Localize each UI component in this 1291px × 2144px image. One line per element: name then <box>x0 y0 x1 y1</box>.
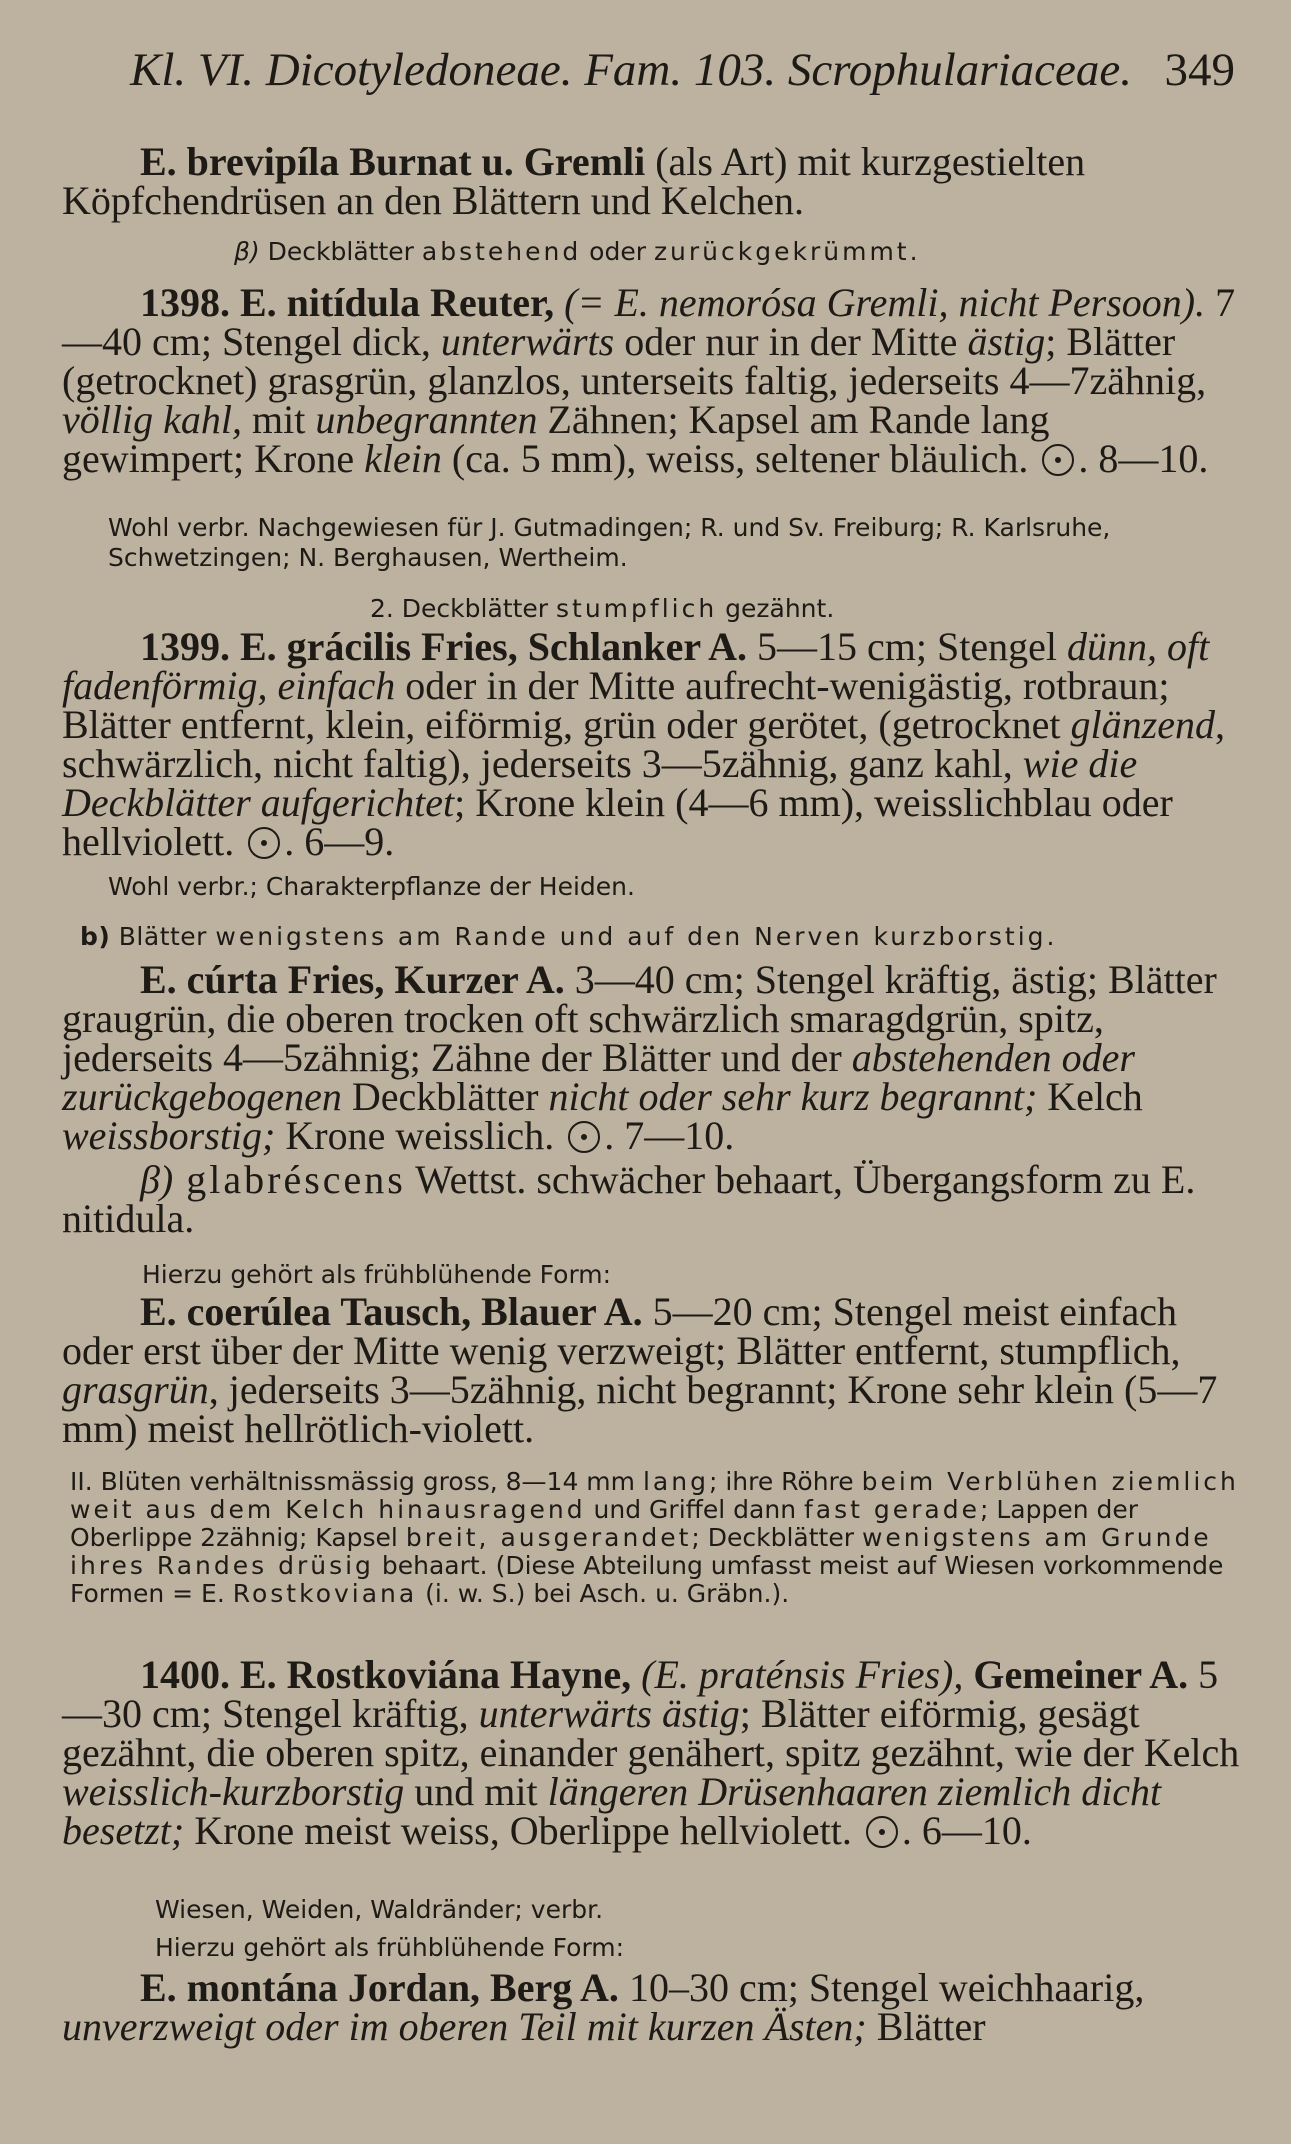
flowering-months: . 7—10. <box>604 1113 735 1158</box>
key-text-spaced: stumpflich <box>556 594 718 623</box>
entry-number: 1398. <box>140 280 230 325</box>
annual-symbol-icon <box>866 1816 898 1848</box>
taxon-name: E. montána Jordan, Berg A. <box>140 1965 619 2010</box>
annual-symbol-icon <box>248 827 280 859</box>
entry-1399 <box>62 624 1240 864</box>
emphasis: unterwärts <box>440 319 615 364</box>
emphasis: nicht oder sehr kurz begrannt; <box>548 1074 1038 1119</box>
description: Krone meist weiss, Oberlippe hellviolett. <box>184 1808 852 1853</box>
key-text-spaced: fast gerade <box>803 1495 980 1524</box>
distribution-1399: Wohl verbr.; Charakterpflanze der Heiden. <box>108 872 635 901</box>
taxon-name: E. brevipíla Burnat u. Gremli <box>140 139 646 184</box>
entry-curta <box>62 957 1240 1158</box>
key-II <box>70 1468 1240 1608</box>
common-name: Gemeiner A. <box>963 1652 1189 1697</box>
description: ; Krone klein (4—6 mm), weisslichblau oder hellviolett. <box>62 780 1173 864</box>
key-text: ; Deckblätter <box>691 1523 862 1552</box>
emphasis: glänzend <box>1070 702 1215 747</box>
description: und mit <box>404 1769 548 1814</box>
description: Blätter <box>866 2004 986 2049</box>
description: 5—20 cm; Stengel meist einfach oder erst über der Mitte wenig verzweigt; Blätter entfernt, stumpflich, <box>62 1289 1181 1373</box>
entry-coerulea <box>62 1289 1240 1451</box>
emphasis: ästig <box>967 319 1046 364</box>
emphasis: wie die Deckblätter aufgerichtet <box>62 741 1138 825</box>
entry-brevipila <box>62 139 1240 223</box>
key-mark: b) <box>80 922 111 951</box>
running-title: Kl. VI. Dicotyledoneae. Fam. 103. Scrophulariaceae. <box>130 44 1132 96</box>
emphasis: weisslich-kurzborstig <box>62 1769 405 1814</box>
key-text: Deckblätter <box>259 237 422 266</box>
entry-glabrescens <box>62 1157 1240 1241</box>
description: (als Art) mit kurzgestielten Köpfchendrüsen an den Blättern und Kelchen. <box>62 139 1086 223</box>
note-hierzu-2: Hierzu gehört als frühblühende Form: <box>155 1933 625 1962</box>
flowering-months: . 8—10. <box>1078 436 1209 481</box>
running-header <box>130 40 1235 100</box>
annual-symbol-icon <box>1042 444 1074 476</box>
key-text: und Griffel dann <box>585 1495 804 1524</box>
description: 7—40 cm; Stengel dick, <box>62 280 1236 364</box>
description: Krone weisslich. <box>275 1113 555 1158</box>
emphasis: unbegrannten <box>315 397 538 442</box>
key-b <box>80 922 1240 952</box>
key-text: Blätter <box>110 922 216 951</box>
taxon-name: E. grácilis Fries, Schlanker A. <box>230 624 748 669</box>
description: ; Blätter eiförmig, gesägt gezähnt, die oberen spitz, einander genähert, spitz gezähnt, wie der Kelch <box>62 1691 1240 1775</box>
entry-1400 <box>62 1652 1240 1853</box>
key-text: 2. Deckblätter <box>370 594 556 623</box>
description: (ca. 5 mm), weiss, seltener bläulich. <box>441 436 1029 481</box>
emphasis: klein <box>364 436 442 481</box>
entry-number: 1400. <box>140 1652 230 1697</box>
emphasis: unverzweigt oder im oberen Teil mit kurzen Ästen; <box>62 2004 867 2049</box>
key-text: ; Lappen der Oberlippe 2zähnig; Kapsel <box>70 1495 1139 1552</box>
key-text: (i. w. S.) bei Asch. u. Gräbn.). <box>417 1579 790 1608</box>
emphasis: völlig kahl, <box>62 397 242 442</box>
key-text: ; ihre Röhre <box>708 1467 862 1496</box>
entry-number: 1399. <box>140 624 230 669</box>
distribution-1400: Wiesen, Weiden, Waldränder; verbr. <box>155 1895 604 1924</box>
description: 5—30 cm; Stengel kräftig, <box>62 1652 1219 1736</box>
variety-name: glabréscens <box>173 1157 406 1202</box>
key-text-spaced: zurückgekrümmt. <box>653 237 921 266</box>
description: Kelch <box>1037 1074 1143 1119</box>
entry-montana <box>62 1965 1240 2049</box>
description: Zähnen; Kapsel am Rande lang gewimpert; Krone <box>62 397 1050 481</box>
description: ; Blätter (getrocknet) grasgrün, glanzlos, unterseits faltig, jederseits 4—7zähnig, <box>62 319 1207 403</box>
key-mark: β) <box>234 237 260 266</box>
key-text-spaced: Rostkoviana <box>232 1579 418 1608</box>
key-text-spaced: beim Verblühen ziemlich weit aus dem Kelch hinausragend <box>70 1467 1239 1524</box>
description: 5—15 cm; Stengel <box>747 624 1067 669</box>
annual-symbol-icon <box>568 1121 600 1153</box>
description: oder in der Mitte aufrecht-wenigästig, rotbraun; Blätter entfernt, klein, eiförmig, grün oder gerötet, (getrocknet <box>62 663 1170 747</box>
emphasis: dünn, oft fadenförmig, einfach <box>62 624 1210 708</box>
description: 3—40 cm; Stengel kräftig, ästig; Blätter graugrün, die oberen trocken oft schwärzlich smaragdgrün, spitz, jederseits 4—5zähnig; Zähne der Blätter und der <box>62 957 1217 1080</box>
key-text: gezähnt. <box>717 594 835 623</box>
key-beta <box>234 237 1134 267</box>
description: , jederseits 3—5zähnig, nicht begrannt; Krone sehr klein (5—7 mm) meist hellrötlich-violett. <box>62 1367 1218 1451</box>
key-text: behaart. (Diese Abteilung umfasst meist auf Wiesen vorkommende Formen = E. <box>70 1551 1224 1608</box>
note-hierzu-1: Hierzu gehört als frühblühende Form: <box>142 1260 612 1289</box>
taxon-name: E. cúrta Fries, Kurzer A. <box>140 957 565 1002</box>
synonym: (E. praténsis Fries), <box>631 1652 964 1697</box>
taxon-name: E. nitídula Reuter, <box>230 280 555 325</box>
description: mit <box>241 397 316 442</box>
synonym: (= E. nemorósa Gremli, nicht Persoon). <box>554 280 1206 325</box>
key-text-spaced: lang <box>642 1467 709 1496</box>
description: oder nur in der Mitte <box>614 319 968 364</box>
key-text-spaced: wenigstens am Grunde ihres Randes drüsig <box>70 1523 1212 1580</box>
key-text-spaced: breit, ausgerandet <box>405 1523 692 1552</box>
key-text: oder <box>581 237 654 266</box>
key-2 <box>370 594 1070 624</box>
description: Wettst. schwächer behaart, Übergangsform zu E. nitidula. <box>62 1157 1196 1241</box>
description: , schwärzlich, nicht faltig), jederseits 3—5zähnig, ganz kahl, <box>62 702 1225 786</box>
key-text-spaced: wenigstens am Rande und auf den Nerven kurzborstig. <box>215 922 1058 951</box>
description: Deckblätter <box>341 1074 549 1119</box>
emphasis: längeren Drüsenhaaren ziemlich dicht besetzt; <box>62 1769 1162 1853</box>
taxon-name: E. Rostkoviána Hayne, <box>230 1652 632 1697</box>
variety-mark: β) <box>140 1157 174 1202</box>
distribution-1398: Wohl verbr. Nachgewiesen für J. Gutmadingen; R. und Sv. Freiburg; R. Karlsruhe, Schwetzingen; N. Berghausen, Wertheim. <box>108 513 1111 572</box>
key-text: II. Blüten verhältnissmässig gross, 8—14 mm <box>70 1467 643 1496</box>
key-text-spaced: abstehend <box>421 237 582 266</box>
flowering-months: . 6—9. <box>284 819 395 864</box>
emphasis: unterwärts ästig <box>478 1691 740 1736</box>
flowering-months: . 6—10. <box>901 1808 1032 1853</box>
page-number: 349 <box>1164 44 1235 96</box>
taxon-name: E. coerúlea Tausch, Blauer A. <box>140 1289 643 1334</box>
emphasis: weissborstig; <box>62 1113 276 1158</box>
emphasis: abstehenden oder zurückgebogenen <box>62 1035 1135 1119</box>
emphasis: grasgrün <box>62 1367 209 1412</box>
entry-1398 <box>62 280 1240 481</box>
description: 10–30 cm; Stengel weichhaarig, <box>618 1965 1145 2010</box>
